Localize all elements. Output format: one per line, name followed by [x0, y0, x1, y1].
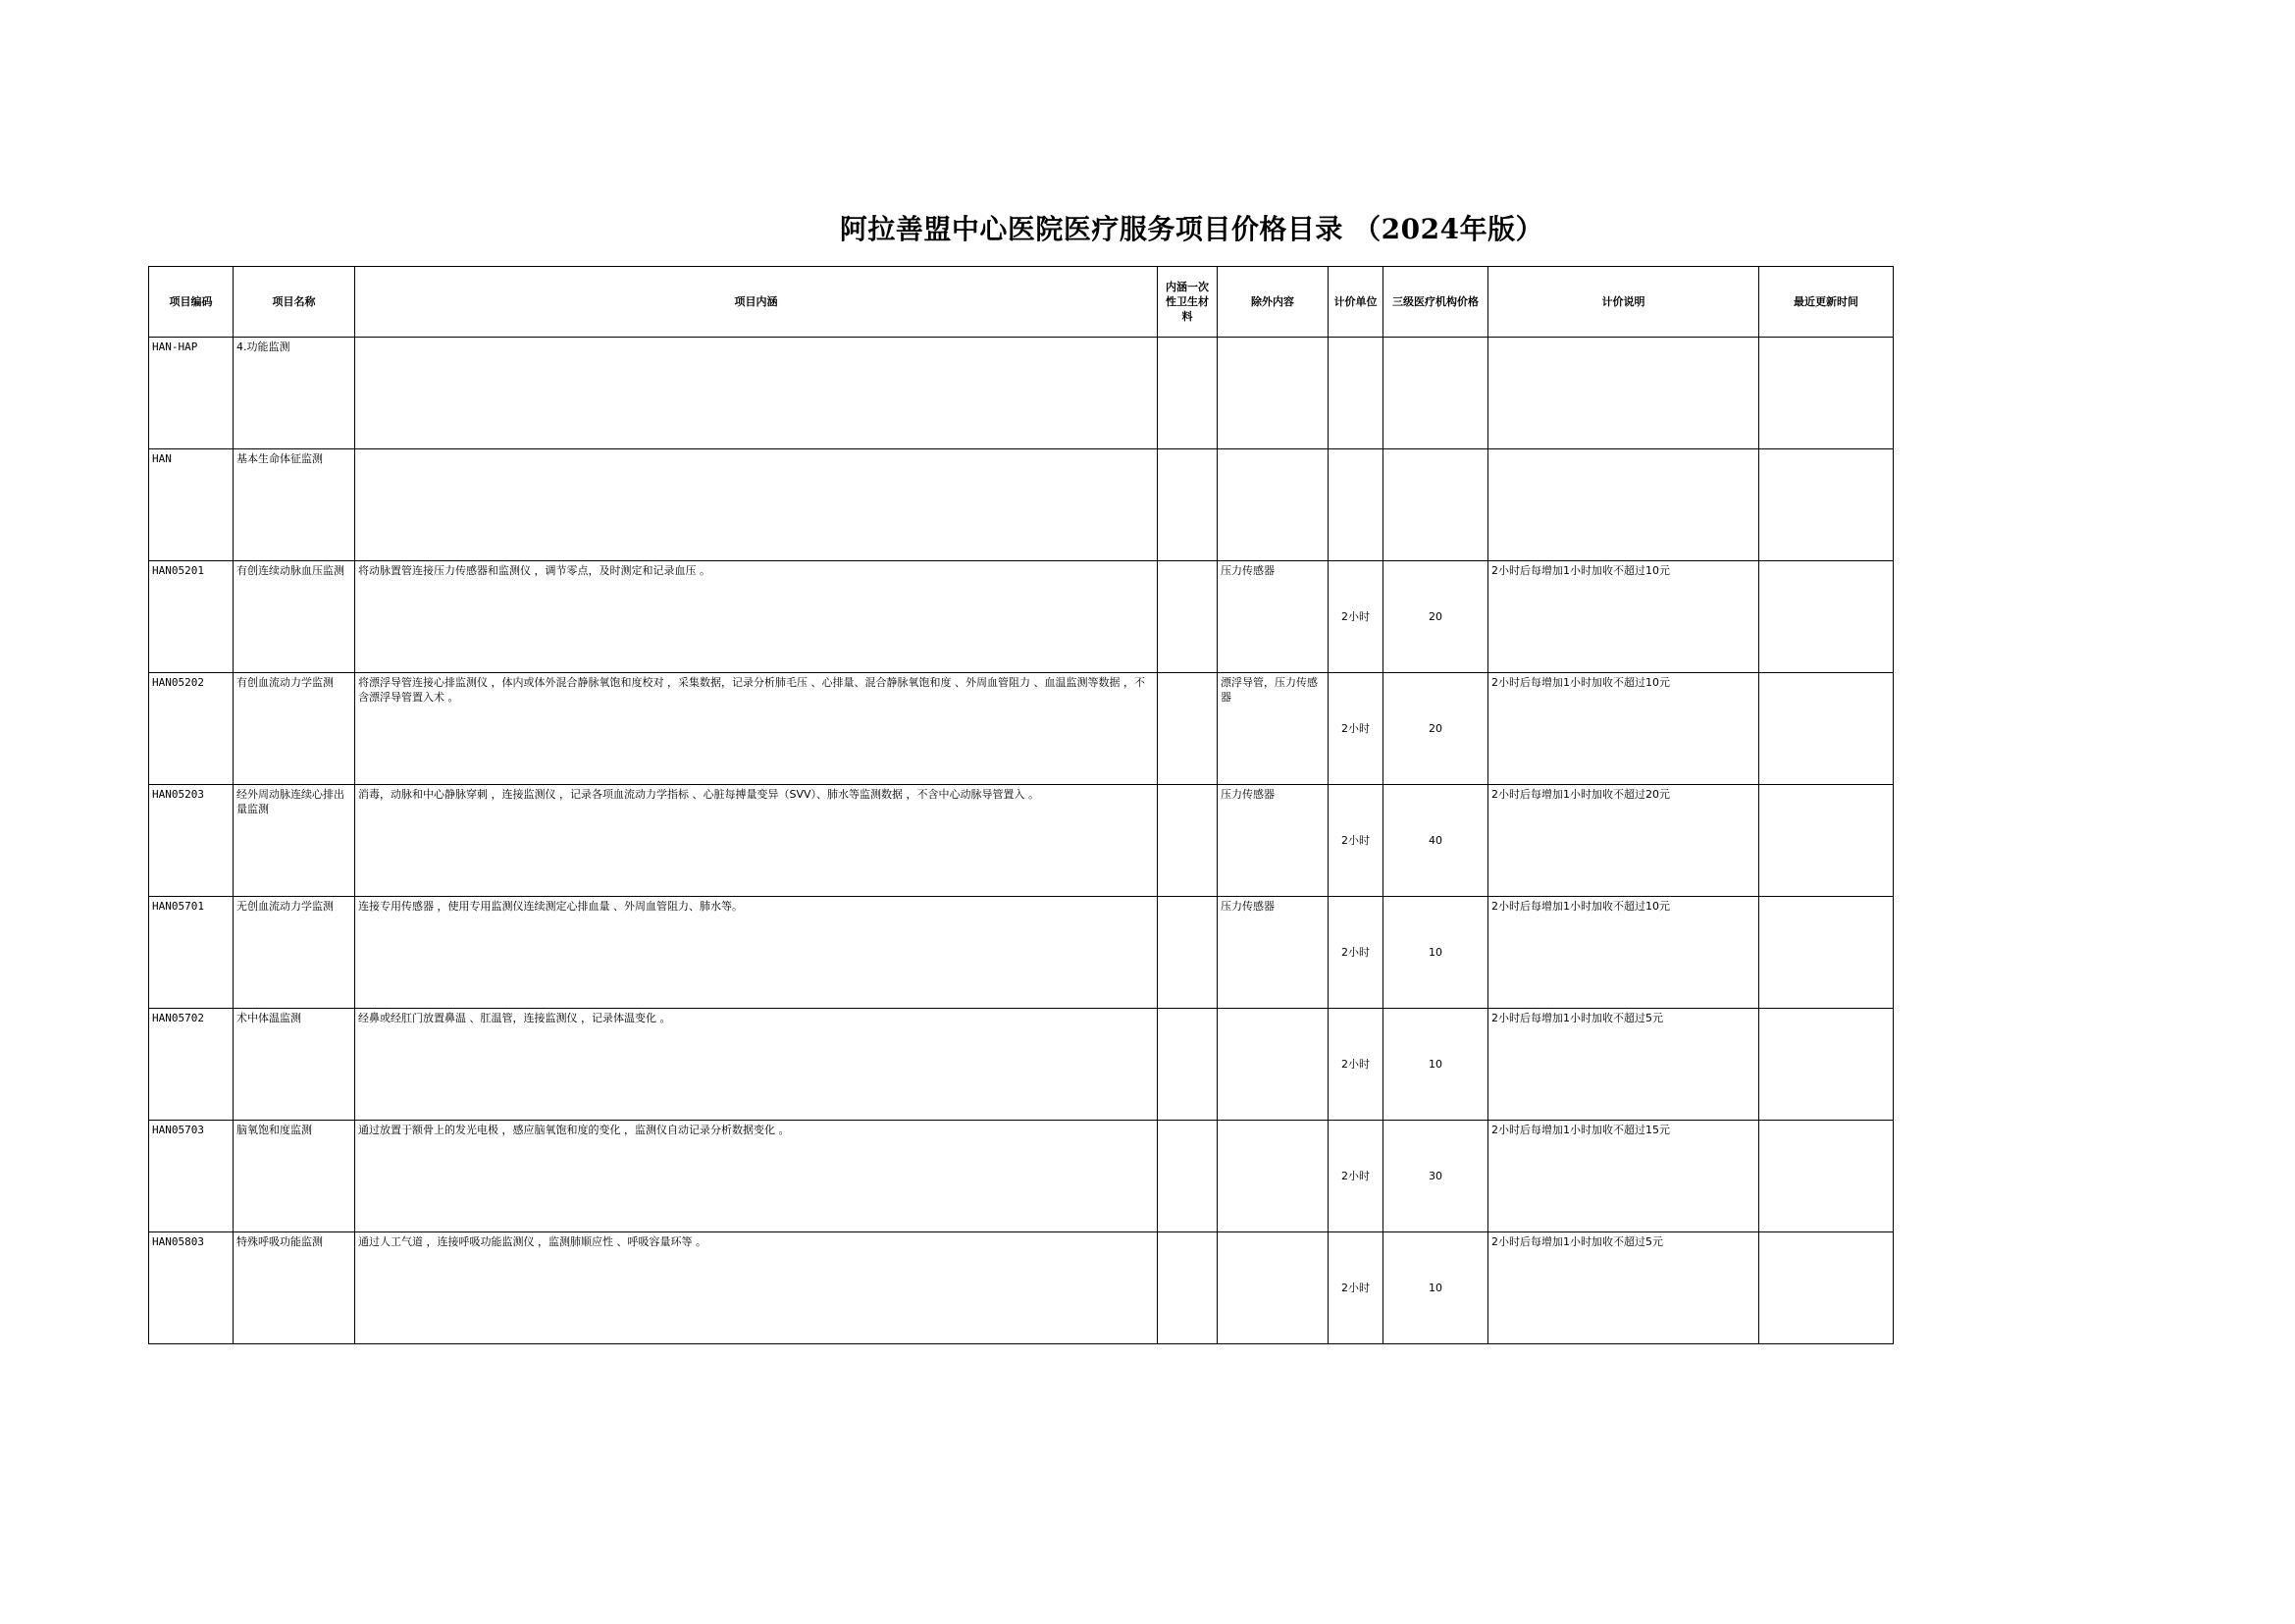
cell-excluded	[1218, 449, 1329, 561]
header-name: 项目名称	[234, 267, 355, 338]
table-row	[149, 1121, 1894, 1232]
cell-materials	[1158, 449, 1218, 561]
cell-name: 基本生命体征监测	[234, 449, 355, 561]
cell-note: 2小时后每增加1小时加收不超过15元	[1488, 1121, 1759, 1232]
cell-unit: 2小时	[1329, 561, 1383, 673]
cell-price: 30	[1383, 1121, 1488, 1232]
cell-materials	[1158, 673, 1218, 785]
cell-content	[355, 338, 1158, 449]
cell-note	[1488, 338, 1759, 449]
cell-unit: 2小时	[1329, 785, 1383, 897]
cell-materials	[1158, 1009, 1218, 1121]
cell-note: 2小时后每增加1小时加收不超过5元	[1488, 1009, 1759, 1121]
header-content: 项目内涵	[355, 267, 1158, 338]
page-title: 阿拉善盟中心医院医疗服务项目价格目录 （2024年版）	[839, 213, 1544, 245]
cell-updated	[1759, 1009, 1894, 1121]
cell-price	[1383, 449, 1488, 561]
cell-name: 无创血流动力学监测	[234, 897, 355, 1009]
cell-price	[1383, 338, 1488, 449]
cell-price: 20	[1383, 673, 1488, 785]
cell-note: 2小时后每增加1小时加收不超过5元	[1488, 1232, 1759, 1344]
cell-note: 2小时后每增加1小时加收不超过10元	[1488, 897, 1759, 1009]
cell-name: 4.功能监测	[234, 338, 355, 449]
cell-unit: 2小时	[1329, 1232, 1383, 1344]
header-unit: 计价单位	[1329, 267, 1383, 338]
table-row	[149, 1232, 1894, 1344]
cell-content: 通过放置于额骨上的发光电极 ，感应脑氧饱和度的变化 ，监测仪自动记录分析数据变化 。	[355, 1121, 1158, 1232]
cell-materials	[1158, 561, 1218, 673]
cell-updated	[1759, 338, 1894, 449]
cell-note: 2小时后每增加1小时加收不超过10元	[1488, 673, 1759, 785]
cell-content: 经鼻或经肛门放置鼻温 、肛温管，连接监测仪 ，记录体温变化 。	[355, 1009, 1158, 1121]
cell-price: 40	[1383, 785, 1488, 897]
table-row	[149, 561, 1894, 673]
cell-excluded	[1218, 1121, 1329, 1232]
cell-code: HAN05201	[149, 561, 234, 673]
cell-updated	[1759, 449, 1894, 561]
cell-excluded: 漂浮导管，压力传感器	[1218, 673, 1329, 785]
table-row	[149, 449, 1894, 561]
cell-unit: 2小时	[1329, 1121, 1383, 1232]
cell-unit: 2小时	[1329, 673, 1383, 785]
cell-materials	[1158, 338, 1218, 449]
cell-excluded: 压力传感器	[1218, 785, 1329, 897]
cell-updated	[1759, 1121, 1894, 1232]
cell-unit	[1329, 449, 1383, 561]
cell-note	[1488, 449, 1759, 561]
cell-content: 消毒，动脉和中心静脉穿刺 ，连接监测仪 ，记录各项血流动力学指标 、心脏每搏量变异（SVV）、肺水等监测数据 ，不含中心动脉导管置入 。	[355, 785, 1158, 897]
cell-materials	[1158, 1121, 1218, 1232]
cell-unit: 2小时	[1329, 897, 1383, 1009]
table-row	[149, 673, 1894, 785]
price-table	[148, 266, 1894, 1344]
cell-excluded: 压力传感器	[1218, 897, 1329, 1009]
cell-code: HAN05203	[149, 785, 234, 897]
cell-materials	[1158, 785, 1218, 897]
cell-code: HAN05803	[149, 1232, 234, 1344]
cell-updated	[1759, 897, 1894, 1009]
table-row	[149, 897, 1894, 1009]
cell-updated	[1759, 785, 1894, 897]
header-materials: 内涵一次性卫生材料	[1158, 267, 1218, 338]
cell-note: 2小时后每增加1小时加收不超过10元	[1488, 561, 1759, 673]
cell-code: HAN05703	[149, 1121, 234, 1232]
cell-name: 经外周动脉连续心排出量监测	[234, 785, 355, 897]
cell-excluded	[1218, 1009, 1329, 1121]
cell-unit: 2小时	[1329, 1009, 1383, 1121]
cell-name: 有创连续动脉血压监测	[234, 561, 355, 673]
table-header-row	[149, 267, 1894, 338]
header-code: 项目编码	[149, 267, 234, 338]
cell-price: 10	[1383, 1232, 1488, 1344]
cell-content: 通过人工气道 ，连接呼吸功能监测仪 ，监测肺顺应性 、呼吸容量环等 。	[355, 1232, 1158, 1344]
table-row	[149, 338, 1894, 449]
cell-code: HAN05202	[149, 673, 234, 785]
cell-content: 将漂浮导管连接心排监测仪 ，体内或体外混合静脉氧饱和度校对 ，采集数据，记录分析肺毛压 、心排量、混合静脉氧饱和度 、外周血管阻力 、血温监测等数据 ，不含漂浮导管置入术 。	[355, 673, 1158, 785]
header-excluded: 除外内容	[1218, 267, 1329, 338]
table-row	[149, 1009, 1894, 1121]
header-note: 计价说明	[1488, 267, 1759, 338]
table-body	[149, 338, 1894, 1344]
cell-excluded: 压力传感器	[1218, 561, 1329, 673]
cell-materials	[1158, 1232, 1218, 1344]
cell-name: 特殊呼吸功能监测	[234, 1232, 355, 1344]
cell-name: 脑氧饱和度监测	[234, 1121, 355, 1232]
table-row	[149, 785, 1894, 897]
cell-materials	[1158, 897, 1218, 1009]
cell-code: HAN05701	[149, 897, 234, 1009]
cell-price: 10	[1383, 1009, 1488, 1121]
cell-code: HAN05702	[149, 1009, 234, 1121]
cell-note: 2小时后每增加1小时加收不超过20元	[1488, 785, 1759, 897]
cell-code: HAN-HAP	[149, 338, 234, 449]
cell-content: 连接专用传感器 ，使用专用监测仪连续测定心排血量 、外周血管阻力、肺水等。	[355, 897, 1158, 1009]
cell-price: 10	[1383, 897, 1488, 1009]
cell-content: 将动脉置管连接压力传感器和监测仪 ，调节零点，及时测定和记录血压 。	[355, 561, 1158, 673]
cell-code: HAN	[149, 449, 234, 561]
cell-updated	[1759, 561, 1894, 673]
header-updated: 最近更新时间	[1759, 267, 1894, 338]
cell-unit	[1329, 338, 1383, 449]
cell-updated	[1759, 673, 1894, 785]
cell-name: 有创血流动力学监测	[234, 673, 355, 785]
cell-content	[355, 449, 1158, 561]
cell-excluded	[1218, 338, 1329, 449]
header-price: 三级医疗机构价格	[1383, 267, 1488, 338]
cell-name: 术中体温监测	[234, 1009, 355, 1121]
cell-excluded	[1218, 1232, 1329, 1344]
cell-updated	[1759, 1232, 1894, 1344]
cell-price: 20	[1383, 561, 1488, 673]
